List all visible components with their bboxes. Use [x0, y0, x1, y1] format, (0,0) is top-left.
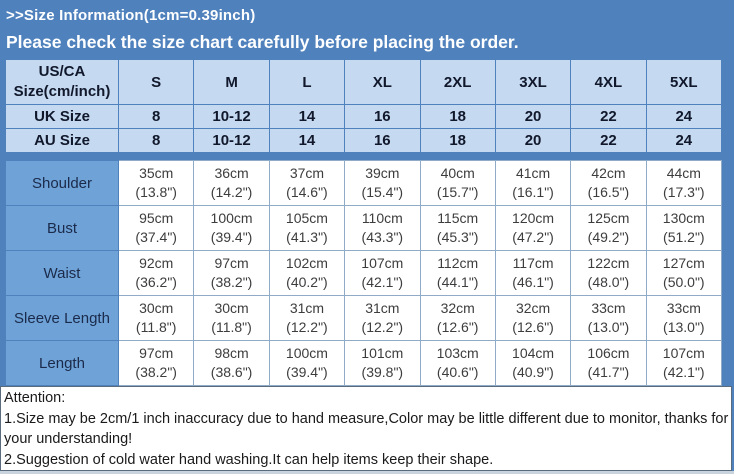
- measure-cell: 98cm (38.6"): [194, 341, 269, 386]
- uk-size-value: 22: [571, 105, 646, 129]
- measurement-table: [5, 160, 722, 386]
- row-label-sleeve-length: Sleeve Length: [6, 296, 119, 341]
- measure-cell: 30cm (11.8"): [119, 296, 194, 341]
- measure-cell: 107cm (42.1"): [646, 341, 721, 386]
- measure-cell: 35cm (13.8"): [119, 161, 194, 206]
- measure-cell: 112cm (44.1"): [420, 251, 495, 296]
- measurement-row-bust: [6, 206, 722, 251]
- measure-cell: 100cm (39.4"): [269, 341, 344, 386]
- measure-cell: 104cm (40.9"): [495, 341, 570, 386]
- measure-cell: 41cm (16.1"): [495, 161, 570, 206]
- uk-size-value: 8: [119, 105, 194, 129]
- measure-cell: 32cm (12.6"): [495, 296, 570, 341]
- attention-line-1: 1.Size may be 2cm/1 inch inaccuracy due to hand measure,Color may be little different due to monitor, thanks for your understanding!: [4, 410, 729, 447]
- row-label-au: AU Size: [6, 129, 119, 153]
- measure-cell: 31cm (12.2"): [345, 296, 420, 341]
- au-size-value: 14: [269, 129, 344, 153]
- measure-cell: 100cm (39.4"): [194, 206, 269, 251]
- size-col-header-2xl: 2XL: [420, 60, 495, 105]
- measure-cell: 30cm (11.8"): [194, 296, 269, 341]
- measure-cell: 44cm (17.3"): [646, 161, 721, 206]
- size-header-table: [5, 59, 722, 153]
- measure-cell: 105cm (41.3"): [269, 206, 344, 251]
- uk-size-value: 16: [345, 105, 420, 129]
- measure-cell: 115cm (45.3"): [420, 206, 495, 251]
- row-label-bust: Bust: [6, 206, 119, 251]
- measure-cell: 125cm (49.2"): [571, 206, 646, 251]
- au-size-value: 20: [495, 129, 570, 153]
- row-label-waist: Waist: [6, 251, 119, 296]
- measurement-row-sleeve-length: [6, 296, 722, 341]
- attention-line-2: 2.Suggestion of cold water hand washing.It can help items keep their shape.: [4, 451, 494, 468]
- measure-cell: 97cm (38.2"): [194, 251, 269, 296]
- measure-cell: 97cm (38.2"): [119, 341, 194, 386]
- measure-cell: 120cm (47.2"): [495, 206, 570, 251]
- measure-cell: 110cm (43.3"): [345, 206, 420, 251]
- au-size-value: 24: [646, 129, 721, 153]
- corner-cell: [6, 60, 119, 105]
- measure-cell: 107cm (42.1"): [345, 251, 420, 296]
- au-size-value: 8: [119, 129, 194, 153]
- measure-cell: 106cm (41.7"): [571, 341, 646, 386]
- size-col-header-xl: XL: [345, 60, 420, 105]
- measurement-row-waist: [6, 251, 722, 296]
- measure-cell: 103cm (40.6"): [420, 341, 495, 386]
- measure-cell: 95cm (37.4"): [119, 206, 194, 251]
- measure-cell: 31cm (12.2"): [269, 296, 344, 341]
- measure-cell: 37cm (14.6"): [269, 161, 344, 206]
- measure-cell: 36cm (14.2"): [194, 161, 269, 206]
- uk-size-row: [6, 105, 722, 129]
- measure-cell: 32cm (12.6"): [420, 296, 495, 341]
- au-size-value: 22: [571, 129, 646, 153]
- attention-title: Attention:: [4, 390, 66, 406]
- size-col-header-5xl: 5XL: [646, 60, 721, 105]
- measure-cell: 122cm (48.0"): [571, 251, 646, 296]
- corner-line-2: Size(cm/inch): [13, 83, 111, 100]
- size-col-header-4xl: 4XL: [571, 60, 646, 105]
- measure-cell: 33cm (13.0"): [571, 296, 646, 341]
- row-label-length: Length: [6, 341, 119, 386]
- corner-line-1: US/CA: [38, 63, 86, 80]
- au-size-value: 18: [420, 129, 495, 153]
- au-size-value: 10-12: [194, 129, 269, 153]
- au-size-value: 16: [345, 129, 420, 153]
- size-col-header-m: M: [194, 60, 269, 105]
- measurement-row-length: [6, 341, 722, 386]
- measure-cell: 130cm (51.2"): [646, 206, 721, 251]
- uk-size-value: 10-12: [194, 105, 269, 129]
- uk-size-value: 18: [420, 105, 495, 129]
- measure-cell: 33cm (13.0"): [646, 296, 721, 341]
- size-col-header-l: L: [269, 60, 344, 105]
- row-label-uk: UK Size: [6, 105, 119, 129]
- measure-cell: 102cm (40.2"): [269, 251, 344, 296]
- size-col-header-3xl: 3XL: [495, 60, 570, 105]
- measurement-row-shoulder: [6, 161, 722, 206]
- uk-size-value: 20: [495, 105, 570, 129]
- measure-cell: 40cm (15.7"): [420, 161, 495, 206]
- measure-cell: 117cm (46.1"): [495, 251, 570, 296]
- title-bar: [0, 0, 734, 53]
- page-title: >>Size Information(1cm=0.39inch): [6, 7, 256, 24]
- uk-size-value: 14: [269, 105, 344, 129]
- attention-box: [0, 386, 732, 471]
- measure-cell: 39cm (15.4"): [345, 161, 420, 206]
- measure-cell: 42cm (16.5"): [571, 161, 646, 206]
- row-label-shoulder: Shoulder: [6, 161, 119, 206]
- size-col-header-s: S: [119, 60, 194, 105]
- size-table-area: [0, 53, 734, 386]
- measure-cell: 127cm (50.0"): [646, 251, 721, 296]
- measure-cell: 101cm (39.8"): [345, 341, 420, 386]
- uk-size-value: 24: [646, 105, 721, 129]
- size-columns-row: [6, 60, 722, 105]
- page-subtitle: Please check the size chart carefully before placing the order.: [6, 32, 519, 52]
- measure-cell: 92cm (36.2"): [119, 251, 194, 296]
- au-size-row: [6, 129, 722, 153]
